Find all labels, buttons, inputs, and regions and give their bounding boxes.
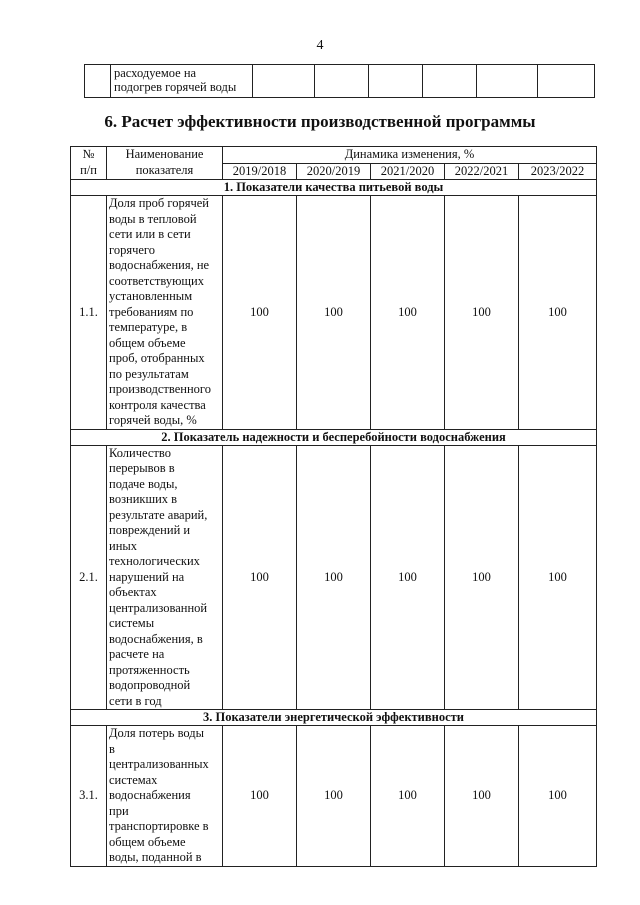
row-name-line: водоснабжения, в: [109, 631, 203, 646]
row-name-line: общем объеме: [109, 834, 186, 849]
row-name-line: подаче воды,: [109, 476, 178, 491]
row-name-line: системы: [109, 616, 155, 630]
header-num-cell: [71, 147, 107, 180]
row-value: 100: [223, 445, 297, 710]
row-name-line: перерывов в: [109, 461, 175, 475]
row-name-line: воды в тепловой: [109, 211, 197, 226]
table-row: [71, 196, 597, 430]
row-value: 100: [223, 726, 297, 867]
row-value: 100: [297, 445, 371, 710]
empty-cell: [538, 65, 595, 98]
row-name-line: сети или в сети: [109, 227, 191, 241]
section-title: 6. Расчет эффективности производственной программы: [104, 112, 536, 131]
row-name-line: горячей воды, %: [109, 413, 197, 427]
row-name-line: воды, поданной в: [109, 850, 202, 864]
page-number: 4: [316, 38, 324, 53]
row-name: [107, 196, 223, 430]
row-name-line: по результатам: [109, 366, 189, 381]
row-name: [107, 445, 223, 710]
row-name-line: технологических: [109, 554, 200, 568]
header-year: 2020/2019: [297, 163, 371, 180]
row-name-line: водоснабжения, не: [109, 258, 210, 272]
row-value: 100: [445, 196, 519, 430]
row-value: 100: [519, 726, 597, 867]
row-value: 100: [445, 726, 519, 867]
header-year: 2019/2018: [223, 163, 297, 180]
row-index: 3.1.: [71, 726, 107, 867]
row-name-line: системах: [109, 772, 158, 787]
empty-cell: [423, 65, 477, 98]
row-name-line: нарушений на: [109, 569, 185, 584]
row-name-line: возникших в: [109, 492, 178, 506]
row-value: 100: [519, 196, 597, 430]
header-year: 2021/2020: [371, 163, 445, 180]
group-title: 1. Показатели качества питьевой воды: [71, 180, 597, 196]
row-name-line: централизованной: [109, 600, 208, 615]
row-name-line: централизованных: [109, 757, 209, 771]
row-value: 100: [371, 726, 445, 867]
efficiency-table: [70, 146, 597, 867]
row-name-line: повреждений и: [109, 523, 191, 537]
row-name: [107, 726, 223, 867]
continuation-table: [84, 64, 595, 98]
row-name-line: контроля качества: [109, 397, 206, 412]
row-name-line: результате аварий,: [109, 507, 208, 522]
row-name-line: температуре, в: [109, 320, 188, 334]
row-name-line: расчете на: [109, 647, 165, 661]
row-index: 1.1.: [71, 196, 107, 430]
continuation-index-cell: [85, 65, 111, 98]
row-name-line: транспортировке в: [109, 819, 209, 833]
row-value: 100: [519, 445, 597, 710]
row-value: 100: [297, 196, 371, 430]
row-name-line: Доля проб горячей: [109, 196, 209, 210]
row-name-line: сети в год: [109, 693, 162, 708]
row-name-line: соответствующих: [109, 273, 204, 288]
row-value: 100: [371, 445, 445, 710]
header-num: №: [82, 147, 95, 161]
row-name-line: протяженность: [109, 662, 190, 677]
row-name-line: при: [109, 803, 129, 818]
row-value: 100: [297, 726, 371, 867]
continuation-name-cell: [111, 65, 253, 98]
header-name: Наименование: [125, 147, 204, 161]
row-name-line: водоснабжения: [109, 788, 191, 802]
group-title: 3. Показатели энергетической эффективности: [71, 710, 597, 726]
row-name-line: Количество: [109, 445, 171, 460]
row-name-line: производственного: [109, 382, 211, 396]
empty-cell: [253, 65, 315, 98]
header-name-cell: [107, 147, 223, 180]
empty-cell: [477, 65, 538, 98]
row-name-line: проб, отобранных: [109, 351, 205, 365]
row-name-line: водопроводной: [109, 678, 191, 692]
continuation-text-line: расходуемое на: [114, 66, 197, 80]
row-name-line: горячего: [109, 242, 155, 257]
row-name-line: установленным: [109, 289, 193, 303]
header-name-sub: показателя: [135, 162, 194, 177]
table-row: [71, 445, 597, 710]
header-dynamics: Динамика изменения, %: [223, 147, 597, 164]
row-value: 100: [223, 196, 297, 430]
row-name-line: объектах: [109, 585, 157, 599]
row-name-line: Доля потерь воды: [109, 726, 205, 740]
empty-cell: [369, 65, 423, 98]
header-num-sub: п/п: [80, 162, 97, 177]
row-index: 2.1.: [71, 445, 107, 710]
continuation-text-line: подогрев горячей воды: [114, 80, 237, 94]
table-row: [71, 726, 597, 867]
row-name-line: требованиям по: [109, 304, 194, 319]
group-title: 2. Показатель надежности и бесперебойности водоснабжения: [71, 429, 597, 445]
empty-cell: [315, 65, 369, 98]
row-name-line: в: [109, 741, 115, 756]
header-year: 2023/2022: [519, 163, 597, 180]
row-value: 100: [445, 445, 519, 710]
row-name-line: иных: [109, 538, 138, 553]
row-value: 100: [371, 196, 445, 430]
row-name-line: общем объеме: [109, 335, 186, 350]
header-year: 2022/2021: [445, 163, 519, 180]
